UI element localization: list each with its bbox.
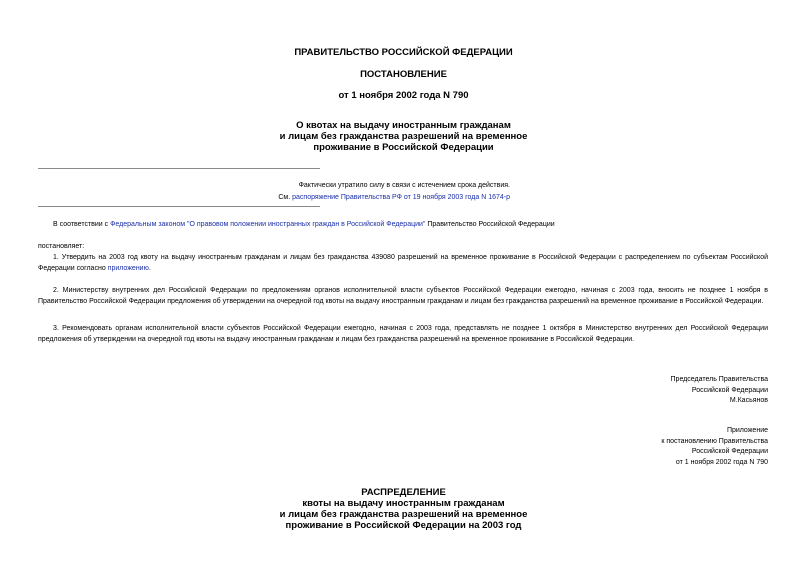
appendix-line: Приложение bbox=[726, 427, 768, 434]
title-line: О квотах на выдачу иностранным гражданам bbox=[296, 120, 511, 131]
federal-law-link[interactable]: Федеральным законом "О правовом положении иностранных граждан в Российской Федерации" bbox=[110, 221, 426, 228]
distribution-line: и лицам без гражданства разрешений на временное bbox=[279, 509, 528, 520]
title-line: и лицам без гражданства разрешений на временное bbox=[279, 131, 528, 142]
distribution-line: проживание в Российской Федерации на 2003 год bbox=[285, 520, 522, 531]
document-date-number: от 1 ноября 2002 года N 790 bbox=[338, 90, 469, 101]
order-link[interactable]: распоряжение Правительства РФ от 19 ноября 2003 года N 1674-р bbox=[292, 194, 510, 201]
document-title bbox=[0, 120, 807, 153]
preamble-suffix: Правительство Российской Федерации bbox=[427, 221, 555, 228]
see-also-line bbox=[150, 193, 510, 203]
item-2: 2. Министерству внутренних дел Российской Федерации по предложениям органов исполнительной власти субъектов Российской Федерации ежегодно, начиная с 2003 года, вносить не позднее 1 ноября в Правительство Российской Федерации предложения об утверждении на очередной год квоты на выдачу иностранным гражданам и лицам без гражданства разрешений на временное проживание в Российской Федерации. bbox=[38, 287, 768, 305]
item-1: 1. Утвердить на 2003 год квоту на выдачу иностранным гражданам и лицам без гражданства 439080 разрешений на временное проживание в Российской Федерации с распределением по субъектам Российской Федерации согласно приложению. bbox=[38, 254, 768, 272]
see-label: См. bbox=[278, 194, 291, 201]
appendix-line: Российской Федерации bbox=[691, 448, 768, 455]
appendix-reference bbox=[560, 426, 768, 468]
signature-block bbox=[560, 375, 768, 407]
expiry-notice: Фактически утратило силу в связи с истечением срока действия. bbox=[298, 182, 510, 189]
preamble-prefix: В соответствии с bbox=[53, 221, 109, 228]
title-line: проживание в Российской Федерации bbox=[313, 142, 494, 153]
item-3: 3. Рекомендовать органам исполнительной власти субъектов Российской Федерации ежегодно, начиная с 2003 года, представлять не позднее 1 октября в Министерство внутренних дел Российской Федерации предложения об утверждении на очередной год квоты на выдачу иностранным гражданам и лицам без гражданства разрешений на временное проживание в Российской Федерации. bbox=[38, 325, 768, 343]
divider bbox=[38, 168, 320, 169]
resolves-label: постановляет: bbox=[38, 243, 85, 250]
preamble bbox=[53, 220, 773, 230]
signature-line: Российской Федерации bbox=[691, 386, 768, 394]
appendix-line: от 1 ноября 2002 года N 790 bbox=[675, 458, 768, 466]
item-1-text: 1. Утвердить на 2003 год квоту на выдачу иностранным гражданам и лицам без гражданства 439080 разрешений на временное проживание в Российской Федерации с распределением по субъектам Российской Федерации согласно bbox=[38, 254, 768, 272]
appendix-line: к постановлению Правительства bbox=[661, 437, 768, 445]
distribution-subtitle bbox=[0, 498, 807, 531]
divider bbox=[38, 206, 320, 207]
government-heading: ПРАВИТЕЛЬСТВО РОССИЙСКОЙ ФЕДЕРАЦИИ bbox=[294, 47, 513, 58]
distribution-line: квоты на выдачу иностранным гражданам bbox=[302, 498, 505, 509]
signature-line: Председатель Правительства bbox=[670, 376, 768, 383]
distribution-title: РАСПРЕДЕЛЕНИЕ bbox=[361, 487, 446, 498]
appendix-link[interactable]: приложению bbox=[107, 265, 149, 272]
document-type: ПОСТАНОВЛЕНИЕ bbox=[360, 69, 447, 80]
signature-line: М.Касьянов bbox=[729, 397, 768, 404]
